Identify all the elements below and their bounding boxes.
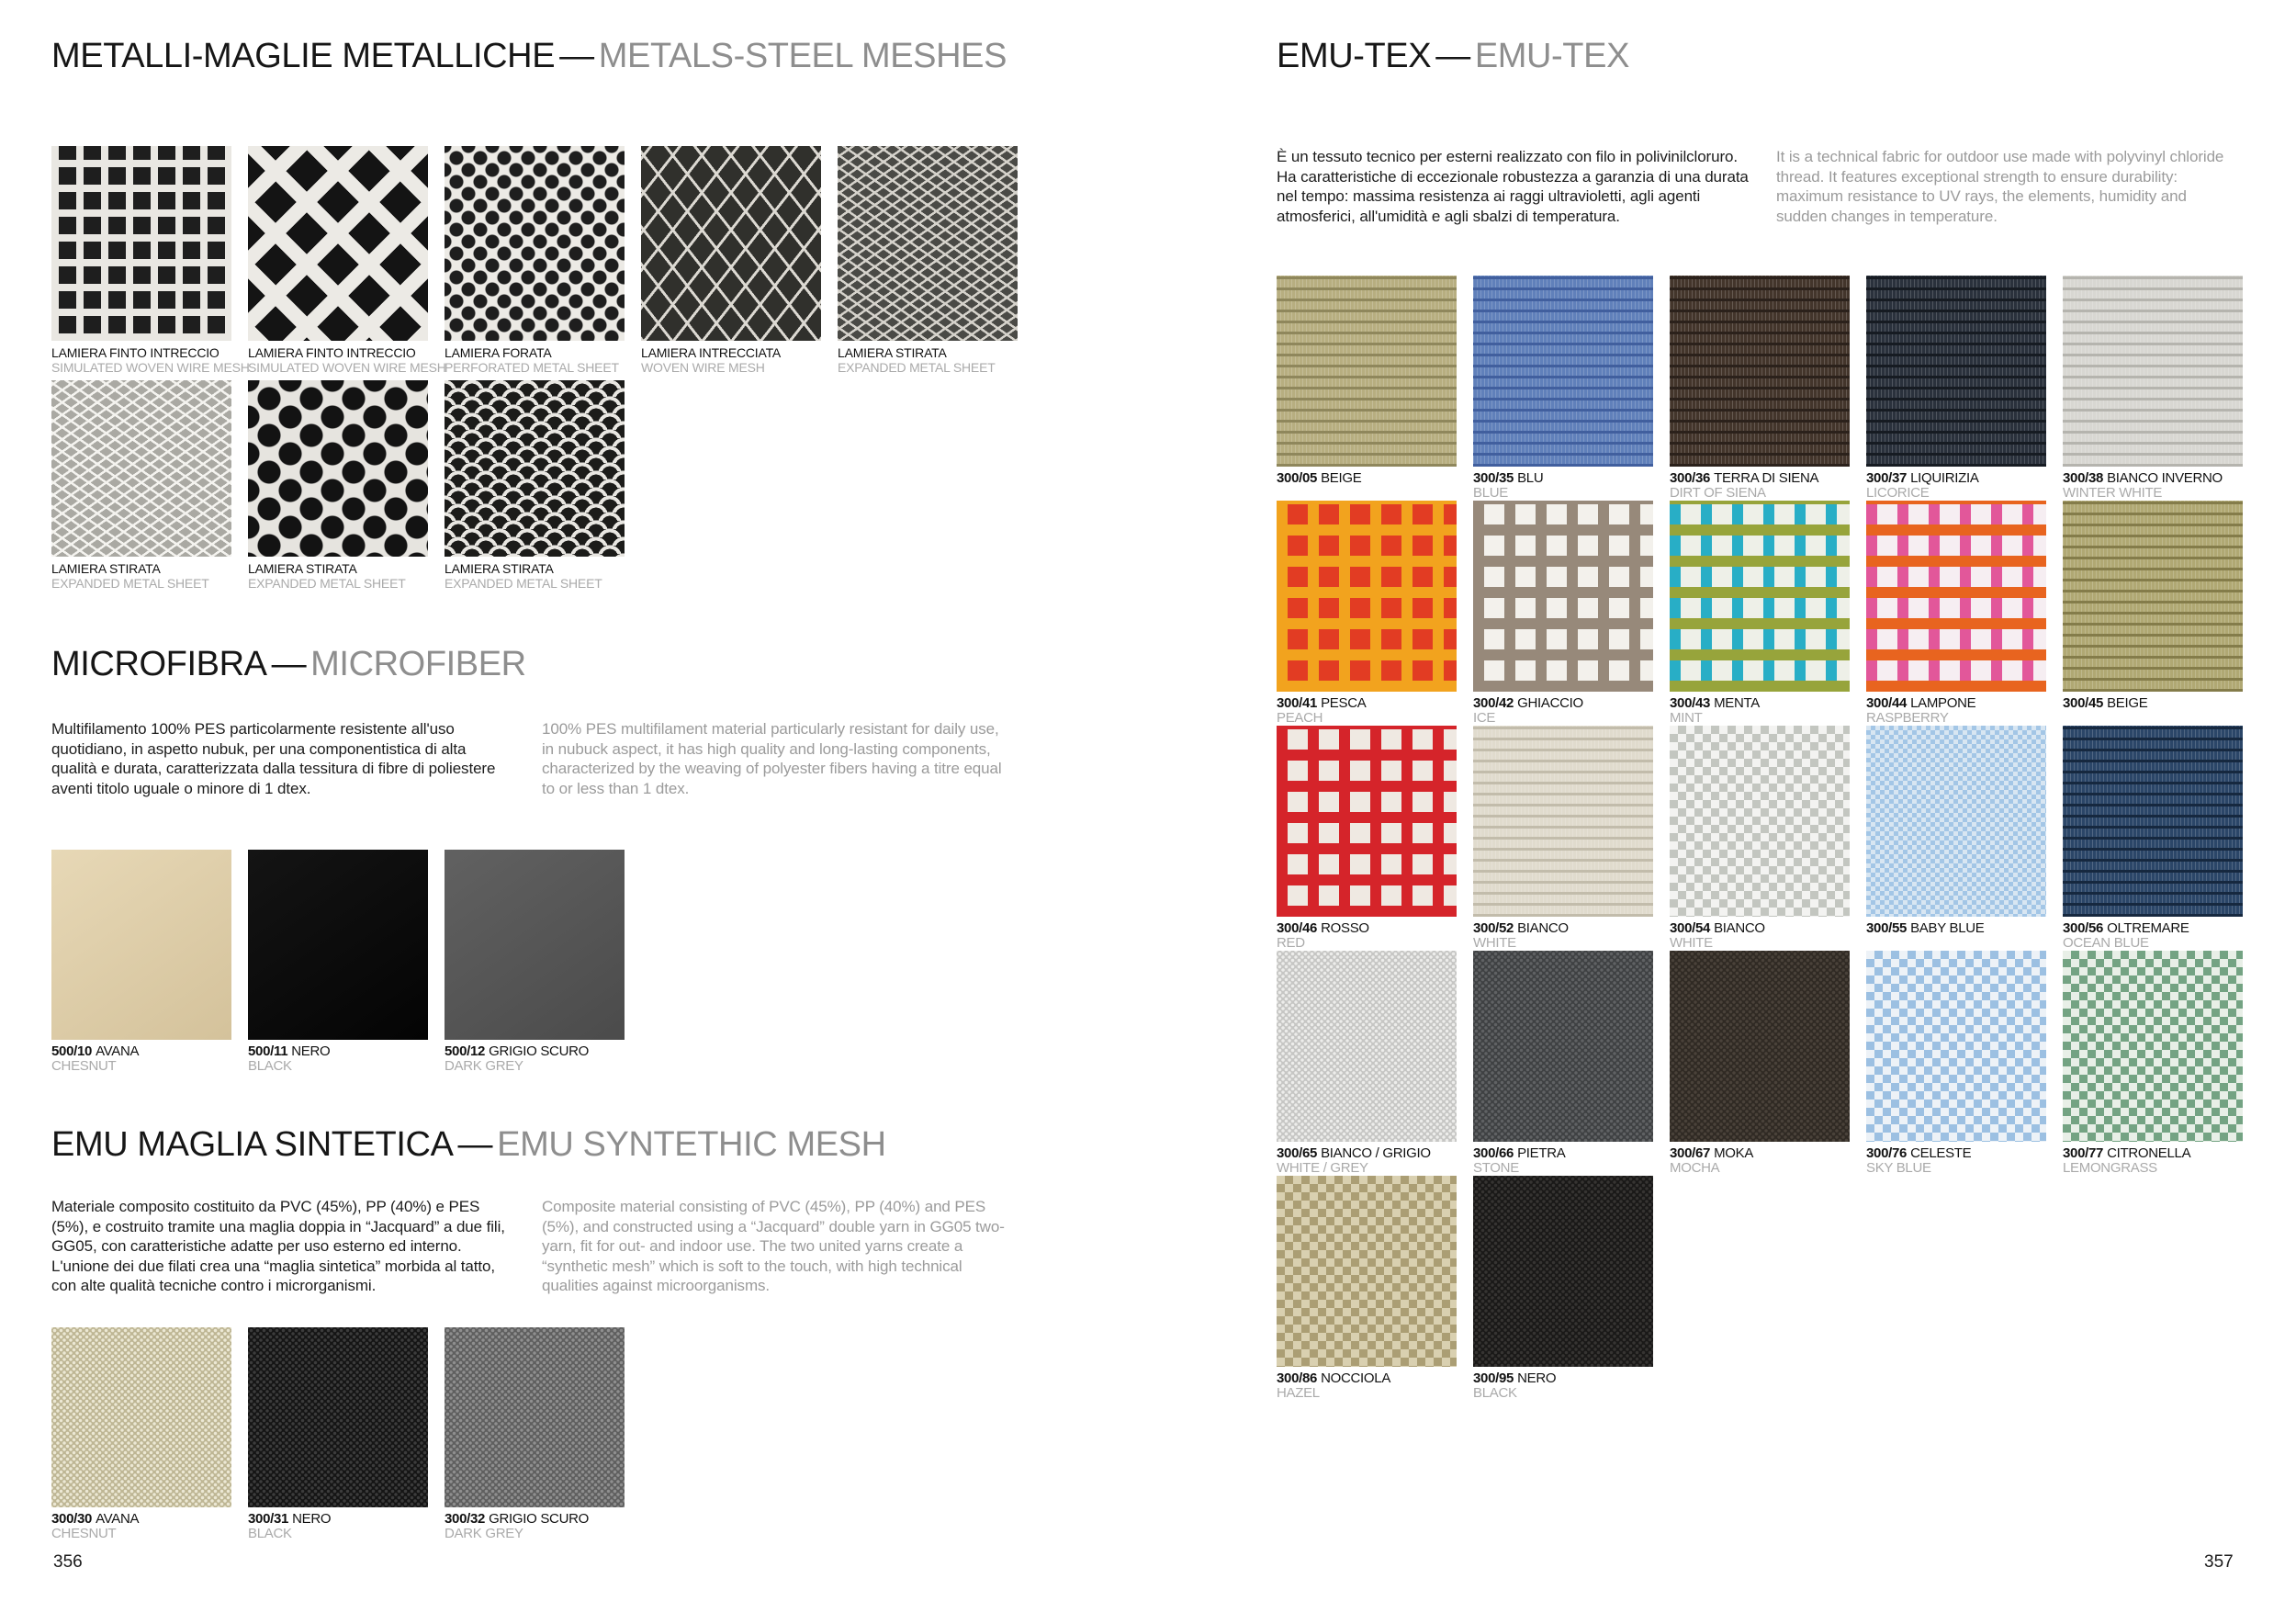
swatch-image xyxy=(838,146,1018,341)
swatch-name-english: BLUE xyxy=(1473,485,1508,501)
fabric-swatch xyxy=(248,850,428,1074)
emutex-text-english: It is a technical fabric for outdoor use made with polyvinyl chloride thread. It features exceptional strength to ensure durability: maximum resistance to UV rays, the elements, humidity and sudden changes in temperature. xyxy=(1776,148,2224,225)
swatch-label xyxy=(1670,696,1850,711)
swatch-code: 300/36 xyxy=(1670,470,1711,486)
swatch-name-english: CHESNUT xyxy=(51,1058,117,1074)
swatch-name: LAMIERA FINTO INTRECCIO xyxy=(248,345,416,360)
synthetic-mesh-title-english: EMU SYNTETHIC MESH xyxy=(497,1125,886,1164)
swatch-name-english: DARK GREY xyxy=(445,1058,523,1074)
swatch-code: 500/11 xyxy=(248,1043,288,1059)
fabric-swatch xyxy=(445,380,625,591)
synthetic-mesh-section-title xyxy=(51,1125,886,1165)
swatch-code: 300/76 xyxy=(1866,1145,1908,1161)
swatch-code: 500/12 xyxy=(445,1043,486,1059)
microfiber-text-italian: Multifilamento 100% PES particolarmente resistente all'uso quotidiano, in aspetto nubuk, per una componentistica di alta qualità e durata, caratterizzata dalla tessitura di fibre di poliestere aventi titolo uguale o minore di 1 dtex. xyxy=(51,720,496,797)
emutex-row-3 xyxy=(1277,726,2243,951)
swatch-image xyxy=(2063,276,2243,467)
synthetic-mesh-swatch-row xyxy=(51,1327,625,1541)
swatch-name: BLU xyxy=(1517,470,1544,486)
swatch-name-english: PEACH xyxy=(1277,710,1323,726)
microfiber-text-english: 100% PES multifilament material particularly resistant for daily use, in nubuck aspect, it has high quality and long-lasting components, characterized by the weaving of polyester fibers having a titre equal to or less than 1 dtex. xyxy=(542,720,1002,797)
fabric-swatch xyxy=(51,146,250,375)
swatch-image xyxy=(1866,726,2046,917)
fabric-swatch xyxy=(248,380,428,591)
fabric-swatch xyxy=(51,380,231,591)
emutex-row-5 xyxy=(1277,1176,2243,1401)
emutex-title-italian: EMU-TEX xyxy=(1277,37,1432,75)
swatch-label xyxy=(1670,921,1850,936)
swatch-name: LAMIERA FINTO INTRECCIO xyxy=(51,345,219,360)
fabric-swatch xyxy=(1277,501,1457,726)
swatch-label xyxy=(1473,1371,1653,1386)
swatch-name: GHIACCIO xyxy=(1517,695,1583,711)
swatch-label xyxy=(1277,921,1457,936)
fabric-swatch xyxy=(1670,501,1850,726)
fabric-swatch xyxy=(1670,276,1850,501)
swatch-name: CELESTE xyxy=(1910,1145,1972,1161)
swatch-name-english: EXPANDED METAL SHEET xyxy=(445,576,602,591)
swatch-image xyxy=(1866,276,2046,467)
swatch-name-english: BLACK xyxy=(248,1526,292,1541)
fabric-swatch xyxy=(1473,276,1653,501)
fabric-swatch xyxy=(838,146,1018,375)
swatch-image xyxy=(1670,501,1850,692)
swatch-label xyxy=(445,1044,625,1059)
swatch-name: TERRA DI SIENA xyxy=(1714,470,1819,486)
fabric-swatch xyxy=(2063,276,2243,501)
swatch-name-english: WHITE / GREY xyxy=(1277,1160,1368,1176)
swatch-image xyxy=(2063,726,2243,917)
swatch-image xyxy=(1473,951,1653,1142)
fabric-swatch xyxy=(1277,726,1457,951)
fabric-swatch xyxy=(1277,951,1457,1176)
swatch-code: 300/46 xyxy=(1277,920,1318,936)
swatch-name: PIETRA xyxy=(1517,1145,1566,1161)
swatch-name: LAMIERA STIRATA xyxy=(51,561,161,576)
fabric-swatch xyxy=(1866,276,2046,501)
swatch-image xyxy=(1473,1176,1653,1367)
swatch-name-english: LICORICE xyxy=(1866,485,1930,501)
swatch-code: 300/42 xyxy=(1473,695,1514,711)
swatch-image xyxy=(248,850,428,1040)
swatch-name: NERO xyxy=(291,1043,331,1059)
swatch-image xyxy=(248,380,428,557)
swatch-name: OLTREMARE xyxy=(2107,920,2189,936)
swatch-code: 300/31 xyxy=(248,1511,289,1527)
swatch-name-english: HAZEL xyxy=(1277,1385,1320,1401)
emutex-row-4 xyxy=(1277,951,2243,1176)
fabric-swatch xyxy=(2063,951,2243,1176)
swatch-name-english: MOCHA xyxy=(1670,1160,1720,1176)
microfiber-swatch-row xyxy=(51,850,625,1074)
swatch-code: 300/05 xyxy=(1277,470,1318,486)
swatch-image xyxy=(445,146,625,341)
emutex-row-2 xyxy=(1277,501,2243,726)
swatch-label xyxy=(1866,921,2046,936)
synthetic-mesh-text-italian: Materiale composito costituito da PVC (45%), PP (40%) e PES (5%), e costruito tramite una maglia doppia in “Jacquard” a due fili, GG05, con caratteristiche adatte per uso esterno ed interno. L'unione dei due filati crea una “maglia sintetica” morbida al tatto, con alte qualità tecniche contro i microrganismi. xyxy=(51,1198,505,1294)
swatch-image xyxy=(2063,501,2243,692)
swatch-name-english: SIMULATED WOVEN WIRE MESH xyxy=(51,360,250,375)
swatch-name-english: MINT xyxy=(1670,710,1703,726)
swatch-name: LIQUIRIZIA xyxy=(1910,470,1979,486)
swatch-name-english: WINTER WHITE xyxy=(2063,485,2163,501)
swatch-label xyxy=(51,1044,231,1059)
swatch-code: 300/66 xyxy=(1473,1145,1514,1161)
metals-title-italian: METALLI-MAGLIE METALLICHE xyxy=(51,37,556,75)
swatch-image xyxy=(1866,501,2046,692)
swatch-code: 300/38 xyxy=(2063,470,2104,486)
swatch-label xyxy=(1277,471,1457,486)
fabric-swatch xyxy=(1866,726,2046,951)
fabric-swatch xyxy=(1670,726,1850,951)
synthetic-mesh-text-english: Composite material consisting of PVC (45%), PP (40%) and PES (5%), and constructed using a “Jacquard” double yarn in GG05 two-yarn, fit for out- and indoor use. The two united yarns create a “synthetic mesh” which is soft to the touch, with high technical qualities against microorganisms. xyxy=(542,1198,1005,1294)
swatch-name-english: RASPBERRY xyxy=(1866,710,1949,726)
fabric-swatch xyxy=(1473,726,1653,951)
swatch-code: 300/86 xyxy=(1277,1370,1318,1386)
swatch-name: BIANCO INVERNO xyxy=(2107,470,2223,486)
swatch-name-english: WHITE xyxy=(1473,935,1516,951)
fabric-swatch xyxy=(1866,501,2046,726)
swatch-image xyxy=(1277,951,1457,1142)
swatch-name: LAMIERA STIRATA xyxy=(838,345,947,360)
swatch-name: BIANCO xyxy=(1714,920,1765,936)
synthetic-mesh-title-italian: EMU MAGLIA SINTETICA xyxy=(51,1125,454,1164)
swatch-name-english: BLACK xyxy=(248,1058,292,1074)
swatch-name: BIANCO xyxy=(1517,920,1569,936)
swatch-image xyxy=(1277,1176,1457,1367)
swatch-name: BIANCO / GRIGIO xyxy=(1321,1145,1431,1161)
swatch-name-english: PERFORATED METAL SHEET xyxy=(445,360,619,375)
emutex-row-1 xyxy=(1277,276,2243,501)
swatch-label xyxy=(1473,1146,1653,1161)
swatch-label xyxy=(641,345,821,360)
swatch-name-english: LEMONGRASS xyxy=(2063,1160,2157,1176)
microfiber-section-title xyxy=(51,645,526,684)
swatch-name: BABY BLUE xyxy=(1910,920,1985,936)
metals-title-english: METALS-STEEL MESHES xyxy=(598,37,1007,75)
swatch-image xyxy=(1277,501,1457,692)
swatch-image xyxy=(1473,501,1653,692)
swatch-name: MENTA xyxy=(1714,695,1760,711)
swatch-image xyxy=(445,380,625,557)
fabric-swatch xyxy=(248,1327,428,1541)
swatch-label xyxy=(248,1044,428,1059)
swatch-label xyxy=(2063,921,2243,936)
swatch-code: 300/43 xyxy=(1670,695,1711,711)
swatch-name: MOKA xyxy=(1714,1145,1754,1161)
swatch-name-english xyxy=(1866,936,2046,951)
swatch-label xyxy=(1473,921,1653,936)
metal-swatch-row-1 xyxy=(51,146,1018,375)
page-number-left: 356 xyxy=(53,1552,83,1572)
swatch-image xyxy=(248,1327,428,1507)
swatch-image xyxy=(1670,726,1850,917)
swatch-name-english: SIMULATED WOVEN WIRE MESH xyxy=(248,360,446,375)
fabric-swatch xyxy=(445,850,625,1074)
swatch-image xyxy=(1473,726,1653,917)
swatch-image xyxy=(445,850,625,1040)
swatch-label xyxy=(2063,1146,2243,1161)
swatch-image xyxy=(1670,276,1850,467)
title-dash: — xyxy=(457,1125,493,1164)
swatch-code: 300/67 xyxy=(1670,1145,1711,1161)
title-dash: — xyxy=(271,645,307,683)
swatch-image xyxy=(51,850,231,1040)
fabric-swatch xyxy=(2063,501,2243,726)
swatch-image xyxy=(445,1327,625,1507)
swatch-name: ROSSO xyxy=(1321,920,1369,936)
swatch-name: LAMIERA STIRATA xyxy=(445,561,554,576)
swatch-name-english: EXPANDED METAL SHEET xyxy=(838,360,996,375)
swatch-name-english xyxy=(1277,486,1457,501)
emutex-section-title xyxy=(1277,37,1629,76)
swatch-name-english: DIRT OF SIENA xyxy=(1670,485,1766,501)
swatch-label xyxy=(445,1512,625,1527)
swatch-label xyxy=(1670,1146,1850,1161)
swatch-name-english: DARK GREY xyxy=(445,1526,523,1541)
fabric-swatch xyxy=(51,850,231,1074)
swatch-label xyxy=(1473,696,1653,711)
swatch-name: PESCA xyxy=(1321,695,1367,711)
fabric-swatch xyxy=(1670,951,1850,1176)
swatch-code: 300/54 xyxy=(1670,920,1711,936)
swatch-image xyxy=(51,146,231,341)
swatch-label xyxy=(1473,471,1653,486)
swatch-image xyxy=(641,146,821,341)
fabric-swatch xyxy=(51,1327,231,1541)
swatch-code: 300/32 xyxy=(445,1511,486,1527)
swatch-label xyxy=(248,561,428,576)
swatch-code: 300/77 xyxy=(2063,1145,2104,1161)
swatch-code: 300/65 xyxy=(1277,1145,1318,1161)
swatch-label xyxy=(2063,696,2243,711)
swatch-label xyxy=(1866,1146,2046,1161)
swatch-image xyxy=(1277,276,1457,467)
swatch-name-english: EXPANDED METAL SHEET xyxy=(51,576,209,591)
swatch-code: 300/52 xyxy=(1473,920,1514,936)
swatch-image xyxy=(2063,951,2243,1142)
swatch-name-english xyxy=(2063,711,2243,726)
fabric-swatch xyxy=(248,146,446,375)
swatch-name: LAMIERA FORATA xyxy=(445,345,552,360)
microfiber-title-italian: MICROFIBRA xyxy=(51,645,267,683)
swatch-image xyxy=(1670,951,1850,1142)
swatch-label xyxy=(1866,696,2046,711)
swatch-code: 300/55 xyxy=(1866,920,1908,936)
swatch-image xyxy=(51,1327,231,1507)
emutex-text-italian: È un tessuto tecnico per esterni realizzato con filo in polivinilcloruro. Ha caratteristiche di eccezionale robustezza a garanzia di una durata nel tempo: massima resistenza ai raggi ultravioletti, agli agenti atmosferici, all'umidità e agli sbalzi di temperatura. xyxy=(1277,148,1749,225)
swatch-code: 300/35 xyxy=(1473,470,1514,486)
fabric-swatch xyxy=(641,146,821,375)
metal-swatch-row-2 xyxy=(51,380,625,591)
swatch-label xyxy=(248,345,428,360)
swatch-code: 300/56 xyxy=(2063,920,2104,936)
swatch-code: 300/44 xyxy=(1866,695,1908,711)
swatch-name: GRIGIO SCURO xyxy=(489,1511,590,1527)
swatch-image xyxy=(51,380,231,557)
swatch-name: BEIGE xyxy=(1321,470,1362,486)
swatch-image xyxy=(248,146,428,341)
swatch-label xyxy=(1277,1371,1457,1386)
swatch-name-english: STONE xyxy=(1473,1160,1519,1176)
swatch-label xyxy=(445,561,625,576)
swatch-code: 300/45 xyxy=(2063,695,2104,711)
swatch-name-english: OCEAN BLUE xyxy=(2063,935,2149,951)
swatch-name-english: ICE xyxy=(1473,710,1496,726)
swatch-label xyxy=(248,1512,428,1527)
swatch-code: 300/30 xyxy=(51,1511,93,1527)
swatch-label xyxy=(2063,471,2243,486)
swatch-name: LAMIERA STIRATA xyxy=(248,561,357,576)
fabric-swatch xyxy=(1277,276,1457,501)
fabric-swatch xyxy=(445,146,625,375)
microfiber-title-english: MICROFIBER xyxy=(310,645,526,683)
fabric-swatch xyxy=(1473,501,1653,726)
swatch-label xyxy=(1277,1146,1457,1161)
fabric-swatch xyxy=(1866,951,2046,1176)
fabric-swatch xyxy=(1473,951,1653,1176)
swatch-label xyxy=(838,345,1018,360)
page-number-right: 357 xyxy=(2204,1552,2234,1572)
swatch-name: GRIGIO SCURO xyxy=(489,1043,590,1059)
swatch-name: LAMIERA INTRECCIATA xyxy=(641,345,782,360)
swatch-label xyxy=(1670,471,1850,486)
swatch-label xyxy=(1277,696,1457,711)
swatch-name-english: WHITE xyxy=(1670,935,1713,951)
swatch-name-english: CHESNUT xyxy=(51,1526,117,1541)
swatch-code: 300/95 xyxy=(1473,1370,1514,1386)
swatch-label xyxy=(1866,471,2046,486)
metals-section-title xyxy=(51,37,1007,76)
swatch-image xyxy=(1866,951,2046,1142)
swatch-code: 300/41 xyxy=(1277,695,1318,711)
swatch-image xyxy=(1277,726,1457,917)
swatch-name: NOCCIOLA xyxy=(1321,1370,1391,1386)
swatch-name: NERO xyxy=(292,1511,332,1527)
swatch-label xyxy=(445,345,625,360)
emutex-title-english: EMU-TEX xyxy=(1474,37,1630,75)
swatch-name: AVANA xyxy=(96,1043,140,1059)
swatch-name-english: SKY BLUE xyxy=(1866,1160,1931,1176)
swatch-name-english: WOVEN WIRE MESH xyxy=(641,360,765,375)
swatch-image xyxy=(1473,276,1653,467)
swatch-label xyxy=(51,561,231,576)
title-dash: — xyxy=(1435,37,1470,75)
fabric-swatch xyxy=(445,1327,625,1541)
swatch-name: LAMPONE xyxy=(1910,695,1976,711)
swatch-name: BEIGE xyxy=(2107,695,2148,711)
swatch-code: 500/10 xyxy=(51,1043,93,1059)
fabric-swatch xyxy=(1473,1176,1653,1401)
swatch-name-english: RED xyxy=(1277,935,1305,951)
swatch-name: CITRONELLA xyxy=(2107,1145,2191,1161)
swatch-label xyxy=(51,345,231,360)
swatch-label xyxy=(51,1512,231,1527)
fabric-swatch xyxy=(1277,1176,1457,1401)
title-dash: — xyxy=(559,37,594,75)
swatch-code: 300/37 xyxy=(1866,470,1908,486)
fabric-swatch xyxy=(2063,726,2243,951)
swatch-name-english: BLACK xyxy=(1473,1385,1517,1401)
swatch-name: NERO xyxy=(1517,1370,1557,1386)
swatch-name-english: EXPANDED METAL SHEET xyxy=(248,576,406,591)
emutex-swatch-grid xyxy=(1277,276,2243,1401)
swatch-name: AVANA xyxy=(96,1511,140,1527)
